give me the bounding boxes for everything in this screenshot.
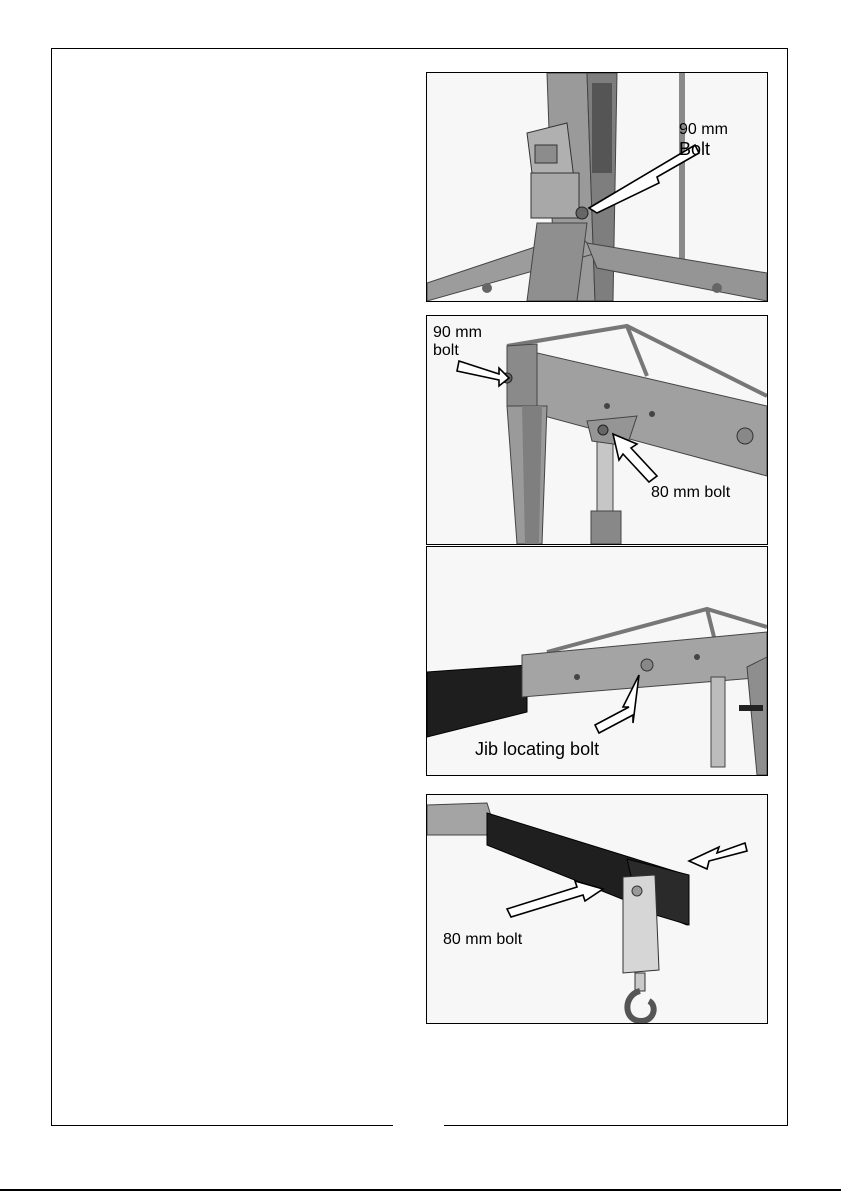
photo-boom-bolts	[426, 315, 768, 545]
label-90mm: 90 mm	[679, 121, 728, 138]
label-80mm-bolt-hook: 80 mm bolt	[443, 931, 523, 948]
photo-mast-bolt	[426, 72, 768, 302]
photo-jib-locating-bolt	[426, 546, 768, 776]
label-jib-locating-bolt: Jib locating bolt	[475, 739, 600, 759]
footer-rule-right	[444, 1125, 788, 1126]
footer-rule-left	[51, 1125, 393, 1126]
photo-hook-bolt	[426, 794, 768, 1024]
photo-hook-bolt-illustration	[427, 795, 767, 1023]
label-80mm-bolt: 80 mm bolt	[651, 484, 731, 501]
label-bolt: Bolt	[679, 139, 711, 159]
label-90mm-bolt: 90 mm bolt	[433, 324, 482, 359]
photo-mast-bolt-illustration	[427, 73, 767, 301]
